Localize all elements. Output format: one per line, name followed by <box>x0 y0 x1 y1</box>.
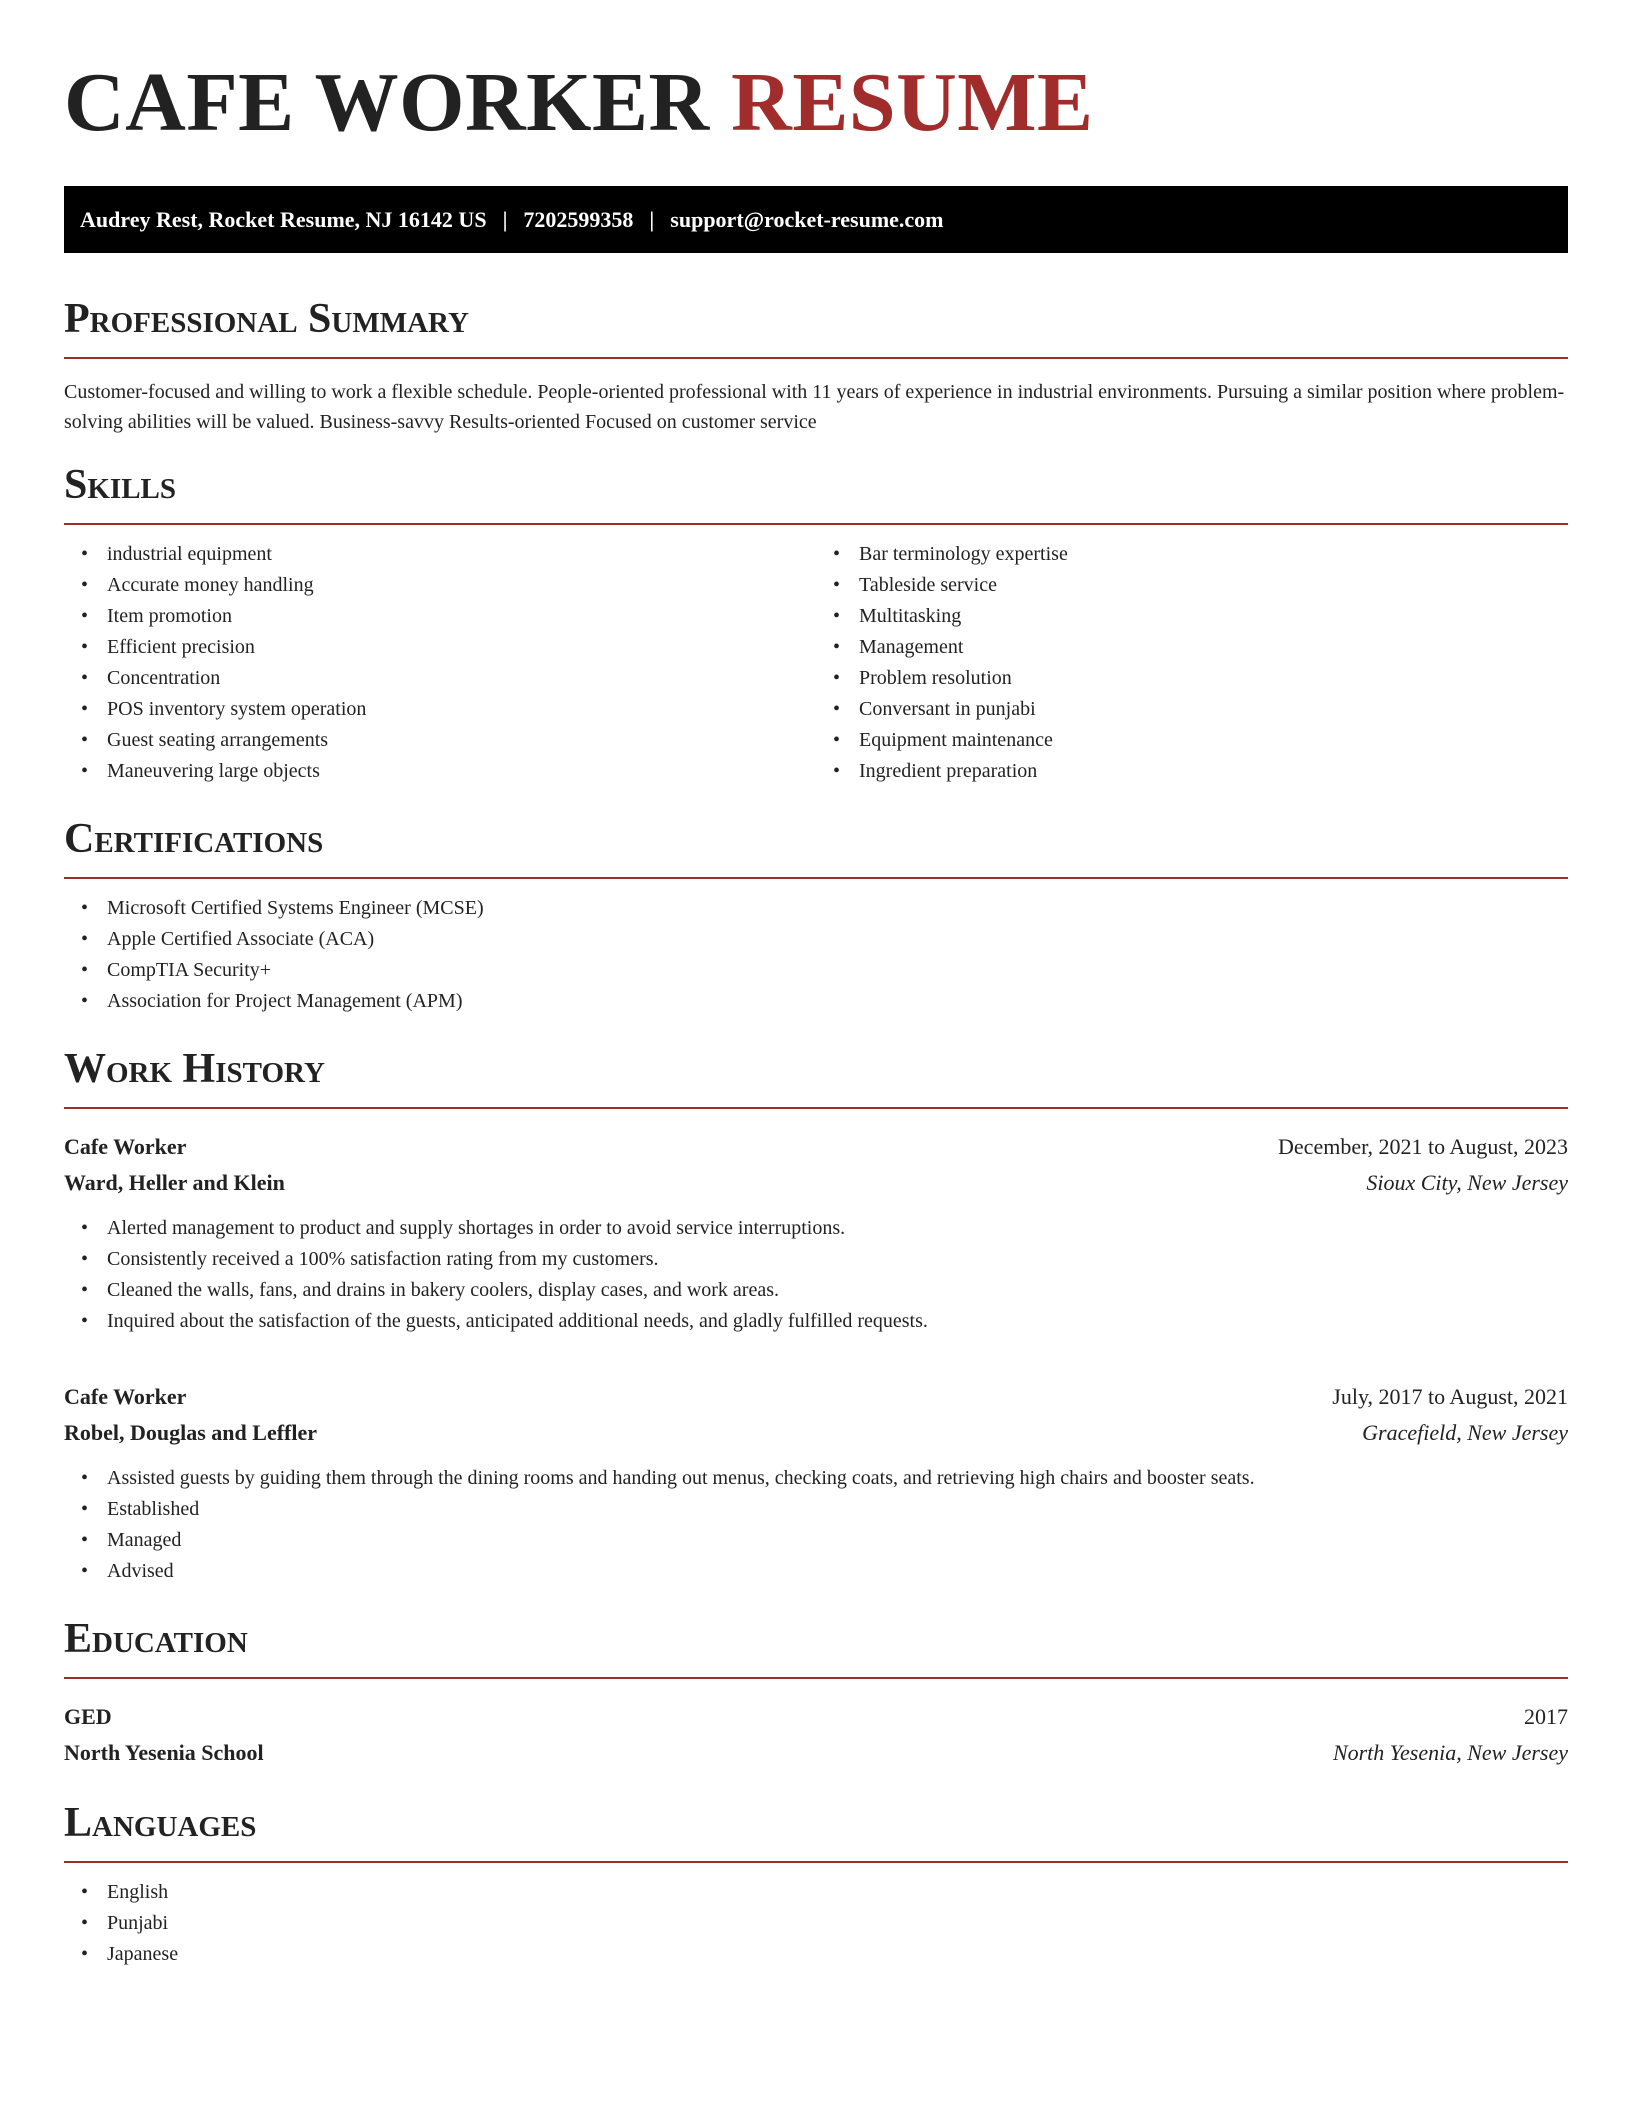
work-section <box>64 1045 1568 1587</box>
job-title: Cafe Worker <box>64 1134 187 1159</box>
contact-separator: | <box>502 206 508 232</box>
job-duty: • Alerted management to product and supply shortages in order to avoid service interruptions. <box>107 1213 1568 1244</box>
skill-item: • Efficient precision <box>107 632 816 663</box>
job-title-row <box>64 1129 1568 1165</box>
job-duties <box>64 1463 1568 1587</box>
section-divider <box>64 357 1568 359</box>
section-heading-summary: Professional Summary <box>64 296 469 342</box>
section-heading-languages: Languages <box>64 1800 257 1846</box>
skill-item: • Maneuvering large objects <box>107 756 816 787</box>
contact-address: Audrey Rest, Rocket Resume, NJ 16142 US <box>80 206 487 232</box>
job-company-row <box>64 1415 1568 1451</box>
education-year: 2017 <box>1524 1704 1568 1729</box>
education-section <box>64 1615 1568 1771</box>
skill-item: • Problem resolution <box>859 663 1568 694</box>
job-company-row <box>64 1165 1568 1201</box>
job-title-row <box>64 1379 1568 1415</box>
section-divider <box>64 1677 1568 1679</box>
certification-item: • Association for Project Management (APM) <box>107 986 1568 1017</box>
skill-item: • Equipment maintenance <box>859 725 1568 756</box>
education-degree: GED <box>64 1704 112 1729</box>
skill-item: • Ingredient preparation <box>859 756 1568 787</box>
job-company: Ward, Heller and Klein <box>64 1170 285 1195</box>
section-heading-education: Education <box>64 1616 248 1662</box>
education-entry <box>64 1699 1568 1771</box>
job-duty: • Cleaned the walls, fans, and drains in bakery coolers, display cases, and work areas. <box>107 1275 1568 1306</box>
job-duties <box>64 1213 1568 1337</box>
job-location: Sioux City, New Jersey <box>1366 1170 1568 1195</box>
job-entry <box>64 1379 1568 1587</box>
education-school-row <box>64 1735 1568 1771</box>
section-divider <box>64 877 1568 879</box>
skills-list-left <box>64 539 816 787</box>
skill-item: • POS inventory system operation <box>107 694 816 725</box>
job-duty: • Assisted guests by guiding them through the dining rooms and handing out menus, checking coats, and retrieving high chairs and booster seats. <box>107 1463 1568 1494</box>
contact-phone: 7202599358 <box>523 206 634 232</box>
certification-item: • CompTIA Security+ <box>107 955 1568 986</box>
summary-text: Customer-focused and willing to work a flexible schedule. People-oriented professional with 11 years of experience in industrial environments. Pursuing a similar position where problem-solving abilities will be valued. Business-savvy Results-oriented Focused on customer service <box>64 381 1565 433</box>
language-item: • Punjabi <box>107 1908 1568 1939</box>
skill-item: • Guest seating arrangements <box>107 725 816 756</box>
contact-separator: | <box>649 206 655 232</box>
job-duty: • Advised <box>107 1556 1568 1587</box>
skill-item: • Multitasking <box>859 601 1568 632</box>
skill-item: • Conversant in punjabi <box>859 694 1568 725</box>
skill-item: • Bar terminology expertise <box>859 539 1568 570</box>
job-title: Cafe Worker <box>64 1384 187 1409</box>
job-dates: July, 2017 to August, 2021 <box>1332 1384 1568 1409</box>
language-item: • Japanese <box>107 1939 1568 1970</box>
education-degree-row <box>64 1699 1568 1735</box>
section-divider <box>64 1861 1568 1863</box>
skill-item: • Management <box>859 632 1568 663</box>
section-divider <box>64 1107 1568 1109</box>
job-company: Robel, Douglas and Leffler <box>64 1420 317 1445</box>
skills-section <box>64 461 1568 787</box>
skills-grid <box>64 525 1568 787</box>
skill-item: • Tableside service <box>859 570 1568 601</box>
certification-item: • Microsoft Certified Systems Engineer (MCSE) <box>107 893 1568 924</box>
job-entry <box>64 1129 1568 1337</box>
languages-list <box>64 1877 1568 1970</box>
job-location: Gracefield, New Jersey <box>1362 1420 1568 1445</box>
skill-item: • Item promotion <box>107 601 816 632</box>
job-dates: December, 2021 to August, 2023 <box>1278 1134 1568 1159</box>
resume-title <box>64 56 1568 150</box>
section-heading-skills: Skills <box>64 462 177 508</box>
section-heading-work: Work History <box>64 1046 325 1092</box>
skills-list-right <box>816 539 1568 787</box>
title-main: CAFE WORKER <box>64 56 710 149</box>
skill-item: • Accurate money handling <box>107 570 816 601</box>
contact-email: support@rocket-resume.com <box>670 206 944 232</box>
certification-item: • Apple Certified Associate (ACA) <box>107 924 1568 955</box>
section-heading-certifications: Certifications <box>64 816 324 862</box>
education-location: North Yesenia, New Jersey <box>1332 1740 1568 1765</box>
contact-bar <box>64 186 1568 253</box>
certifications-list <box>64 893 1568 1017</box>
title-accent: RESUME <box>731 56 1094 149</box>
language-item: • English <box>107 1877 1568 1908</box>
job-duty: • Established <box>107 1494 1568 1525</box>
summary-section <box>64 295 1568 437</box>
job-duty: • Consistently received a 100% satisfaction rating from my customers. <box>107 1244 1568 1275</box>
languages-section <box>64 1799 1568 1970</box>
education-school: North Yesenia School <box>64 1740 264 1765</box>
certifications-section <box>64 815 1568 1017</box>
skill-item: • industrial equipment <box>107 539 816 570</box>
skill-item: • Concentration <box>107 663 816 694</box>
job-duty: • Managed <box>107 1525 1568 1556</box>
job-duty: • Inquired about the satisfaction of the guests, anticipated additional needs, and gladly fulfilled requests. <box>107 1306 1568 1337</box>
